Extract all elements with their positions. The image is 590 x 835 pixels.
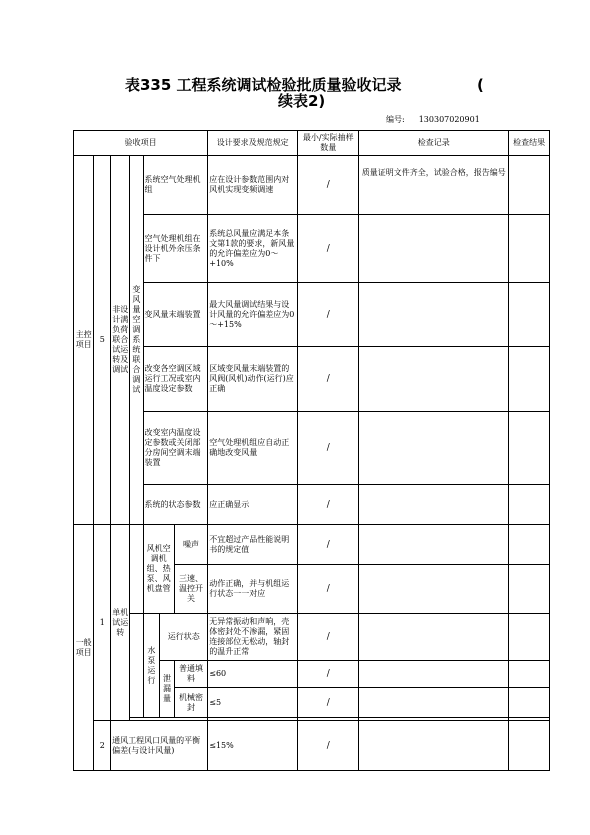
table-row	[74, 525, 550, 565]
packing-result	[509, 661, 550, 688]
table-row	[74, 614, 550, 661]
packing-req: ≤60	[208, 661, 298, 688]
title-line-2: 续表2)	[278, 92, 326, 110]
switch-min: /	[298, 565, 359, 614]
main-item-number: 5	[94, 156, 111, 525]
general-item-1-category: 单机试运转	[111, 525, 130, 721]
title-line-1: 表335 工程系统调试检验批质量验收记录	[125, 76, 402, 94]
serial-label: 编号:	[386, 115, 405, 124]
packing-min: /	[298, 661, 359, 688]
main-row-6-record	[359, 485, 509, 525]
main-row-4-req: 区域变风量末端装置的风阀(风机)动作(运行)应正确	[208, 347, 298, 412]
switch-result	[509, 565, 550, 614]
fan-equipment-label: 风机空调机组、热泵、风机盘管	[143, 525, 174, 614]
main-row-1-min: /	[298, 156, 359, 215]
main-row-6-result	[509, 485, 550, 525]
main-row-6-req: 应正确显示	[208, 485, 298, 525]
main-row-1-result	[509, 156, 550, 215]
main-category: 非设计满负荷联合试运转及调试	[111, 156, 130, 525]
main-row-5-record	[359, 412, 509, 485]
run-state-label: 运行状态	[160, 614, 208, 661]
main-row-4-record	[359, 347, 509, 412]
main-row-3-min: /	[298, 283, 359, 347]
header-design: 设计要求及规范规定	[208, 131, 298, 156]
run-state-result	[509, 614, 550, 661]
main-row-4-name: 改变各空调区域运行工况或室内温度设定参数	[143, 347, 208, 412]
main-row-5-min: /	[298, 412, 359, 485]
noise-record	[359, 525, 509, 565]
inspection-table	[73, 130, 550, 771]
run-state-req: 无异常振动和声响，壳体密封处不渗漏，紧固连接部位无松动，轴封的温升正常	[208, 614, 298, 661]
main-row-4-result	[509, 347, 550, 412]
run-state-record	[359, 614, 509, 661]
mech-seal-record	[359, 688, 509, 718]
main-row-4-min: /	[298, 347, 359, 412]
main-row-3-record	[359, 283, 509, 347]
header-row	[74, 131, 550, 156]
serial-number	[386, 114, 480, 125]
main-row-3-req: 最大风量调试结果与设计风量的允许偏差应为0～+15%	[208, 283, 298, 347]
run-state-min: /	[298, 614, 359, 661]
general-item-2-min: /	[298, 721, 359, 771]
table-row	[74, 412, 550, 485]
main-row-2-record	[359, 215, 509, 283]
switch-req: 动作正确，并与机组运行状态一一对应	[208, 565, 298, 614]
table-row	[74, 485, 550, 525]
main-row-1-req: 应在设计参数范围内对风机实现变频调速	[208, 156, 298, 215]
main-row-6-name: 系统的状态参数	[143, 485, 208, 525]
noise-result	[509, 525, 550, 565]
mech-seal-result	[509, 688, 550, 718]
main-row-6-min: /	[298, 485, 359, 525]
main-row-1-name: 系统空气处理机组	[143, 156, 208, 215]
header-min: 最小/实际抽样数量	[298, 131, 359, 156]
switch-label: 三速、温控开关	[174, 565, 208, 614]
main-row-5-result	[509, 412, 550, 485]
main-row-5-req: 空气处理机组应自动正确地改变风量	[208, 412, 298, 485]
switch-record	[359, 565, 509, 614]
title-paren: (	[477, 76, 484, 94]
table-row	[74, 347, 550, 412]
main-row-2-result	[509, 215, 550, 283]
general-item-2-number: 2	[94, 721, 111, 771]
general-item-2-result	[509, 721, 550, 771]
main-row-2-min: /	[298, 215, 359, 283]
table-row	[74, 283, 550, 347]
mech-seal-req: ≤5	[208, 688, 298, 718]
serial-value: 130307020901	[418, 115, 480, 124]
table-row	[74, 721, 550, 771]
main-row-1-record: 质量证明文件齐全，试验合格，报告编号	[359, 156, 509, 215]
main-row-2-name: 空气处理机组在设计机外余压条件下	[143, 215, 208, 283]
main-subcategory: 变风量空调系统联合调试	[130, 156, 143, 525]
mech-seal-min: /	[298, 688, 359, 718]
header-item: 验收项目	[74, 131, 208, 156]
leak-label: 泄漏量	[160, 661, 174, 718]
table-row	[74, 215, 550, 283]
main-group-label: 主控项目	[74, 156, 94, 525]
header-record: 检查记录	[359, 131, 509, 156]
table-row	[74, 156, 550, 215]
general-item-2-req: ≤15%	[208, 721, 298, 771]
packing-label: 普通填料	[174, 661, 208, 688]
general-item-2-record	[359, 721, 509, 771]
general-item-1-number: 1	[94, 525, 111, 721]
pump-label: 水泵运行	[143, 614, 160, 718]
main-row-5-name: 改变室内温度设定参数或关闭部分房间空调末端装置	[143, 412, 208, 485]
main-row-3-result	[509, 283, 550, 347]
general-item-2-category: 通风工程风口风量的平衡偏差(与设计风量)	[111, 721, 208, 771]
main-row-2-req: 系统总风量应满足本条文第1款的要求，新风量的允许偏差应为0～+10%	[208, 215, 298, 283]
general-group-label: 一般项目	[74, 525, 94, 771]
noise-req: 不宜超过产品性能说明书的规定值	[208, 525, 298, 565]
mech-seal-label: 机械密封	[174, 688, 208, 718]
packing-record	[359, 661, 509, 688]
main-row-3-name: 变风量末端装置	[143, 283, 208, 347]
noise-label: 噪声	[174, 525, 208, 565]
header-result: 检查结果	[509, 131, 550, 156]
noise-min: /	[298, 525, 359, 565]
